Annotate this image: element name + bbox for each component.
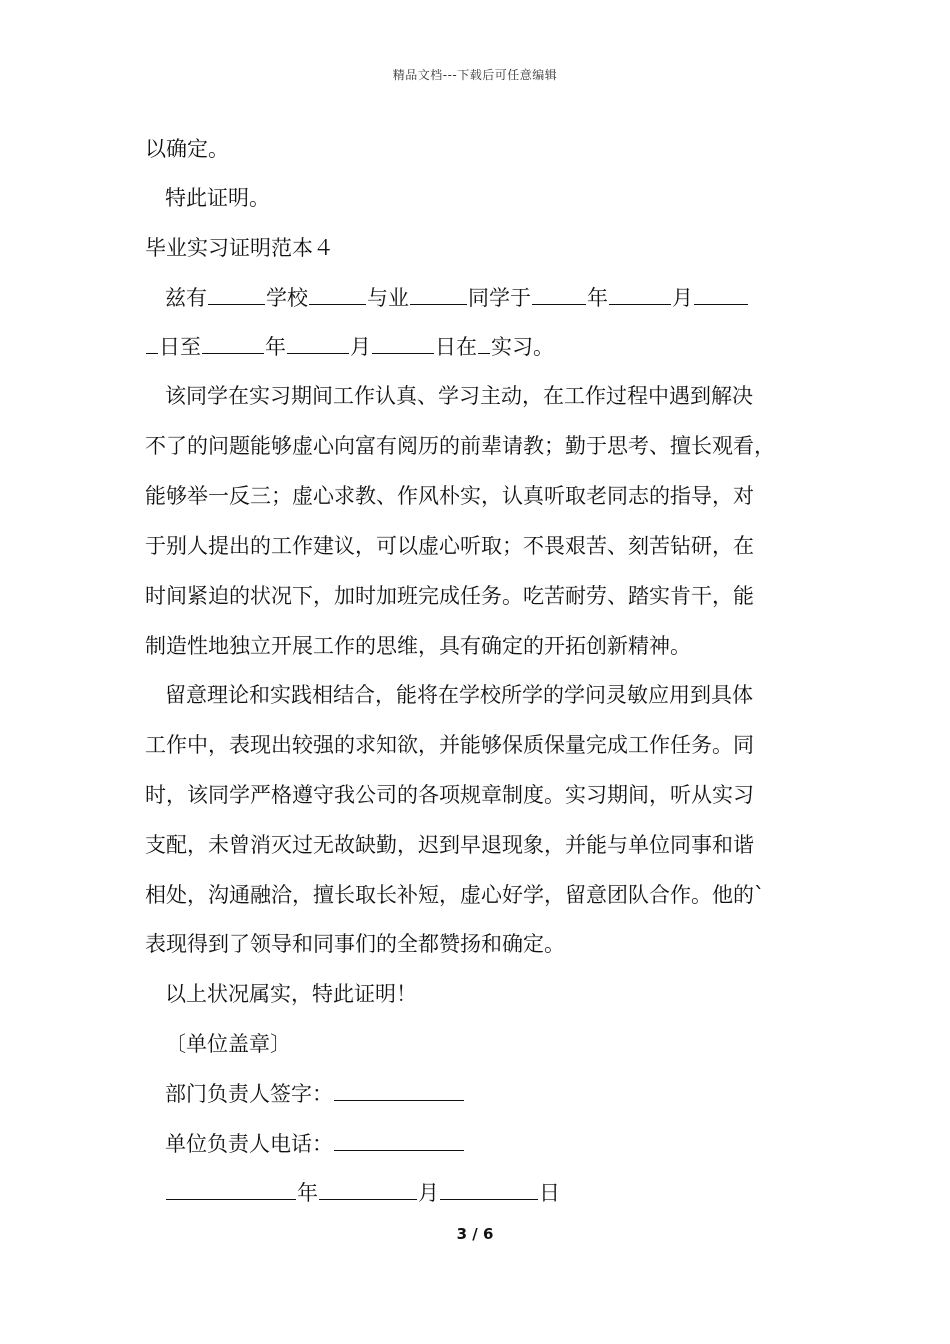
dept-signature-label: 部门负责人签字： — [165, 1082, 333, 1106]
unit-phone-line — [165, 1129, 465, 1159]
blank-field — [372, 333, 434, 354]
paragraph-line: 制造性地独立开展工作的思维，具有确定的开拓创新精神。 — [145, 634, 691, 658]
paragraph-line: 不了的问题能够虚心向富有阅历的前辈请教；勤于思考、擅长观看， — [145, 434, 775, 458]
blank-field — [440, 1179, 538, 1200]
blank-field — [146, 333, 158, 354]
blank-field — [410, 284, 467, 305]
closing-statement: 以上状况属实，特此证明！ — [165, 982, 417, 1006]
blank-field — [532, 284, 586, 305]
paragraph-line: 时，该同学严格遵守我公司的各项规章制度。实习期间，听从实习 — [145, 783, 754, 807]
fill-in-line — [145, 332, 554, 362]
text-line: 特此证明。 — [165, 186, 270, 210]
paragraph-line: 相处，沟通融洽，擅长取长补短，虚心好学，留意团队合作。他的` — [145, 883, 765, 907]
text-fragment: 同学于 — [468, 286, 531, 310]
text-fragment: 学校 — [266, 286, 308, 310]
blank-field — [319, 1179, 417, 1200]
blank-field — [334, 1130, 464, 1151]
paragraph-line: 能够举一反三；虚心求教、作风朴实，认真听取老同志的指导，对 — [145, 484, 754, 508]
blank-field — [334, 1080, 464, 1101]
paragraph-line: 时间紧迫的状况下，加时加班完成任务。吃苦耐劳、踏实肯干，能 — [145, 584, 754, 608]
text-fragment: 日至 — [159, 335, 201, 359]
date-month-label: 月 — [418, 1181, 439, 1205]
text-line: 以确定。 — [145, 137, 229, 161]
paragraph-line: 表现得到了领导和同事们的全都赞扬和确定。 — [145, 932, 565, 956]
date-year-label: 年 — [297, 1181, 318, 1205]
page-number: 3 / 6 — [456, 1225, 494, 1243]
dept-signature-line — [165, 1079, 465, 1109]
fill-in-line — [165, 283, 749, 313]
blank-field — [287, 333, 349, 354]
blank-field — [202, 333, 264, 354]
date-line — [165, 1178, 560, 1208]
paragraph-line: 于别人提出的工作建议，可以虚心听取；不畏艰苦、刻苦钻研，在 — [145, 534, 754, 558]
paragraph-line: 支配，未曾消灭过无故缺勤，迟到早退现象，并能与单位同事和谐 — [145, 833, 754, 857]
text-fragment: 实习。 — [491, 335, 554, 359]
text-fragment: 年 — [587, 286, 608, 310]
document-header: 精品文档---下载后可任意编辑 — [392, 68, 558, 82]
text-fragment: 年 — [265, 335, 286, 359]
text-fragment: 与业 — [367, 286, 409, 310]
blank-field — [694, 284, 748, 305]
blank-field — [478, 333, 490, 354]
blank-field — [208, 284, 265, 305]
blank-field — [309, 284, 366, 305]
paragraph-line: 工作中，表现出较强的求知欲，并能够保质保量完成工作任务。同 — [145, 733, 754, 757]
text-fragment: 日在 — [435, 335, 477, 359]
paragraph-line: 该同学在实习期间工作认真、学习主动，在工作过程中遇到解决 — [165, 384, 753, 408]
blank-field — [166, 1179, 296, 1200]
unit-phone-label: 单位负责人电话： — [165, 1132, 333, 1156]
blank-field — [609, 284, 671, 305]
section-title: 毕业实习证明范本４ — [145, 236, 334, 260]
text-fragment: 兹有 — [165, 286, 207, 310]
text-fragment: 月 — [350, 335, 371, 359]
seal-label: 〔单位盖章〕 — [165, 1032, 291, 1056]
text-fragment: 月 — [672, 286, 693, 310]
paragraph-line: 留意理论和实践相结合，能将在学校所学的学问灵敏应用到具体 — [165, 683, 753, 707]
date-day-label: 日 — [539, 1181, 560, 1205]
